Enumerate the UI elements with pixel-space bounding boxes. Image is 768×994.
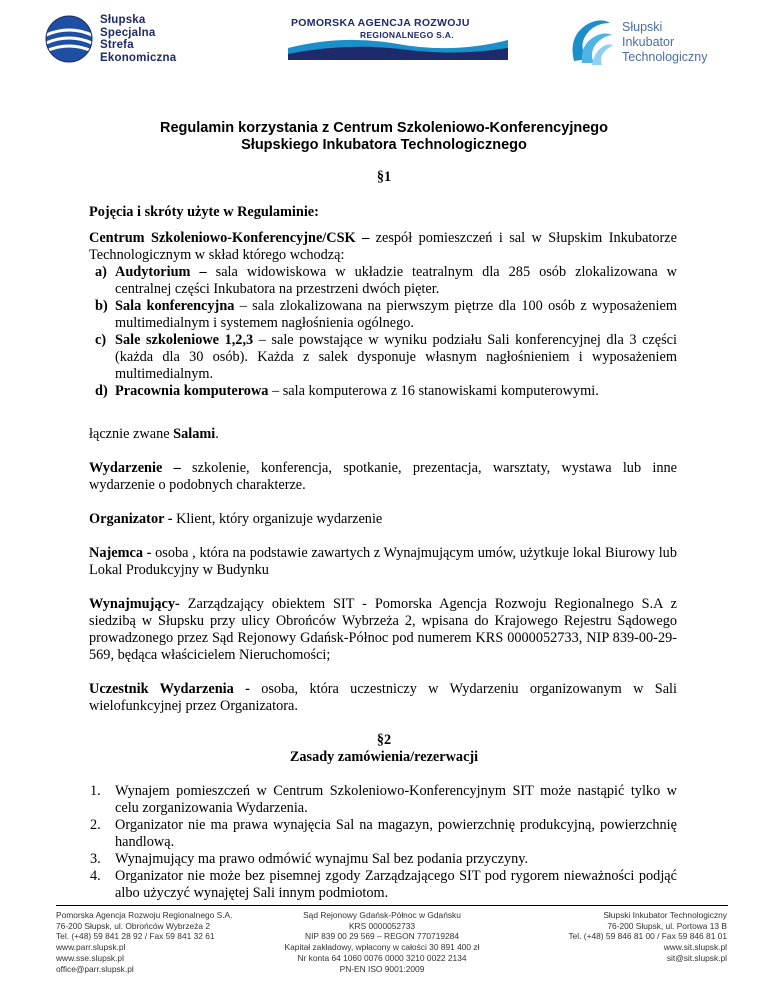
room-label: a) bbox=[95, 264, 107, 280]
rule-item bbox=[90, 868, 677, 902]
rule-label: 2. bbox=[90, 817, 101, 833]
footer-link-sit[interactable]: www.sit.slupsk.pl bbox=[663, 942, 727, 953]
footer-line: NIP 839 00 29 569 – REGON 770719284 bbox=[305, 931, 459, 942]
room-desc: – sala komputerowa z 16 stanowiskami komputerowymi. bbox=[268, 383, 599, 399]
definition-jointly bbox=[89, 426, 677, 443]
definition-tenant bbox=[89, 545, 677, 579]
room-desc: sala widowiskowa w układzie teatralnym dla 285 osób zlokalizowana w centralnej części Inkubatora na przestrzeni dwóch pięter. bbox=[115, 264, 677, 297]
term-tenant: Najemca - bbox=[89, 545, 152, 561]
rule-text: Organizator nie ma prawa wynajęcia Sal na magazyn, powierzchnię produkcyjną, powierzchnię handlową. bbox=[115, 817, 677, 850]
logo-left-line: Strefa bbox=[100, 39, 134, 51]
room-item bbox=[95, 298, 677, 332]
logo-sit bbox=[566, 14, 746, 70]
footer-line: PN-EN ISO 9001:2009 bbox=[339, 963, 425, 974]
definition-landlord bbox=[89, 596, 677, 664]
logo-left-line: Słupska bbox=[100, 14, 146, 26]
def-csk: zespół pomieszczeń i sal w Słupskim Inkubatorze Technologicznym w skład którego wchodzą: bbox=[89, 230, 677, 263]
def-participant: osoba, która uczestniczy w Wydarzeniu organizowanym w Sali wielofunkcyjnej przez Organizatora. bbox=[89, 681, 677, 714]
room-desc: – sala zlokalizowana na pierwszym piętrze dla 100 osób z wyposażeniem multimedialnym i systemem nagłośnienia ogólnego. bbox=[115, 298, 677, 331]
definitions-heading bbox=[89, 204, 677, 221]
room-label: c) bbox=[95, 332, 107, 348]
logo-right-text bbox=[622, 20, 707, 65]
definition-csk bbox=[89, 230, 677, 264]
definitions-heading-text: Pojęcia i skróty użyte w Regulaminie: bbox=[89, 204, 319, 220]
footer-line: 76-200 Słupsk, ul. Portowa 13 B bbox=[607, 920, 727, 931]
logo-left-text bbox=[100, 14, 176, 64]
section-2-number: §2 bbox=[376, 732, 392, 748]
term-event: Wydarzenie – bbox=[89, 460, 181, 476]
logo-left-line: Ekonomiczna bbox=[100, 51, 177, 64]
room-label: b) bbox=[95, 298, 108, 314]
logo-parr bbox=[288, 14, 508, 60]
logo-slupska-strefa bbox=[44, 12, 234, 66]
footer-line: Tel. (+48) 59 841 28 92 / Fax 59 841 32 61 bbox=[56, 931, 215, 942]
room-term: Pracownia komputerowa bbox=[115, 383, 269, 399]
footer-sit-info bbox=[520, 910, 727, 964]
document-title-line1: Regulamin korzystania z Centrum Szkoleniowo-Konferencyjnego bbox=[160, 120, 608, 136]
footer-line: Tel. (+48) 59 846 81 00 / Fax 59 846 81 01 bbox=[568, 931, 727, 942]
document-title-line2: Słupskiego Inkubatora Technologicznego bbox=[241, 137, 527, 153]
footer-line: 76-200 Słupsk, ul. Obrońców Wybrzeża 2 bbox=[56, 920, 211, 931]
footer-email-sit[interactable]: sit@sit.slupsk.pl bbox=[666, 952, 727, 963]
swirl-logo-icon bbox=[566, 17, 614, 67]
room-item bbox=[95, 332, 677, 383]
rule-item bbox=[90, 817, 677, 851]
term-participant: Uczestnik Wydarzenia - bbox=[89, 681, 250, 697]
footer-line: Słupski Inkubator Technologiczny bbox=[603, 910, 727, 920]
room-term: Sale szkoleniowe 1,2,3 bbox=[115, 332, 254, 348]
def-landlord: Zarządzający obiektem SIT - Pomorska Agencja Rozwoju Regionalnego S.A z siedzibą w Słupsku przy ulicy Obrońców Wybrzeża 2, wpisana do Krajowego Rejestru Sądowego prowadzonego przez Sąd Rejonowy Gdańsk-Północ pod numerem KRS 0000052733, NIP 839-00-29-569, będąca właścicielem Nieruchomości; bbox=[89, 596, 677, 663]
footer-line: KRS 0000052733 bbox=[348, 920, 416, 931]
footer-line: Sąd Rejonowy Gdańsk-Północ w Gdańsku bbox=[303, 910, 461, 920]
jointly-term: Salami bbox=[173, 426, 216, 442]
def-tenant: osoba , która na podstawie zawartych z Wynajmującym umów, użytkuje lokal Biurowy lub Lokal Produkcyjny w Budynku bbox=[89, 545, 677, 578]
room-term: Audytorium – bbox=[115, 264, 207, 280]
section-1-number: §1 bbox=[376, 169, 392, 185]
footer-line: Kapitał zakładowy, wpłacony w całości 30 891 400 zł bbox=[284, 942, 480, 953]
footer-divider bbox=[56, 905, 728, 906]
room-item bbox=[95, 383, 677, 400]
jointly-post: . bbox=[215, 426, 219, 442]
footer-line: Nr konta 64 1060 0076 0000 3210 0022 2134 bbox=[297, 952, 467, 963]
definition-event bbox=[89, 460, 677, 494]
globe-logo-icon bbox=[44, 14, 94, 64]
definition-participant bbox=[89, 681, 677, 715]
logo-right-line: Inkubator bbox=[622, 34, 675, 49]
room-label: d) bbox=[95, 383, 108, 399]
rule-text: Organizator nie może bez pisemnej zgody Zarządzającego SIT pod rygorem nieważności podjąć albo użyczyć wynajętej Sali innym podmiotom. bbox=[115, 868, 677, 901]
footer-parr-info bbox=[56, 910, 266, 974]
rule-label: 3. bbox=[90, 851, 101, 867]
logo-right-line: Technologiczny bbox=[622, 49, 708, 64]
rule-item bbox=[90, 851, 677, 868]
rule-item bbox=[90, 783, 677, 817]
room-term: Sala konferencyjna bbox=[115, 298, 235, 314]
room-item bbox=[95, 264, 677, 298]
logo-mid-line1: POMORSKA AGENCJA ROZWOJU bbox=[291, 17, 470, 29]
logo-left-line: Specjalna bbox=[100, 26, 156, 39]
room-desc: – sale powstające w wyniku podziału Sali konferencyjnej dla 3 części (każda dla 30 osób). Każda z salek dysponuje własnym nagłośnieniem i wyposażeniem multimedialnym. bbox=[115, 332, 677, 382]
def-event: szkolenie, konferencja, spotkanie, prezentacja, warsztaty, wystawa lub inne wydarzenie o podobnych charakterze. bbox=[89, 460, 678, 493]
definition-organizer bbox=[89, 511, 677, 528]
footer-line: Pomorska Agencja Rozwoju Regionalnego S.A. bbox=[56, 910, 233, 920]
term-csk: Centrum Szkoleniowo-Konferencyjne/CSK – bbox=[89, 230, 370, 246]
rule-text: Wynajmujący ma prawo odmówić wynajmu Sal bez podania przyczyny. bbox=[115, 851, 529, 867]
section-2-title: Zasady zamówienia/rezerwacji bbox=[289, 749, 479, 765]
footer-email-parr[interactable]: office@parr.slupsk.pl bbox=[56, 963, 134, 974]
rule-text: Wynajem pomieszczeń w Centrum Szkoleniowo-Konferencyjnym SIT może nastąpić tylko w celu zorganizowania Wydarzenia. bbox=[115, 783, 677, 816]
footer-registry-info bbox=[262, 910, 502, 974]
jointly-pre: łącznie zwane bbox=[89, 426, 174, 442]
term-landlord: Wynajmujący- bbox=[89, 596, 180, 612]
logo-right-line: Słupski bbox=[622, 19, 663, 34]
term-organizer: Organizator - bbox=[89, 511, 173, 527]
def-organizer: Klient, który organizuje wydarzenie bbox=[172, 511, 383, 527]
rule-label: 1. bbox=[90, 783, 101, 799]
logo-mid-line2: REGIONALNEGO S.A. bbox=[360, 30, 454, 40]
footer-link-parr[interactable]: www.parr.slupsk.pl bbox=[56, 942, 126, 953]
rule-label: 4. bbox=[90, 868, 101, 884]
footer-link-sse[interactable]: www.sse.slupsk.pl bbox=[56, 952, 124, 963]
